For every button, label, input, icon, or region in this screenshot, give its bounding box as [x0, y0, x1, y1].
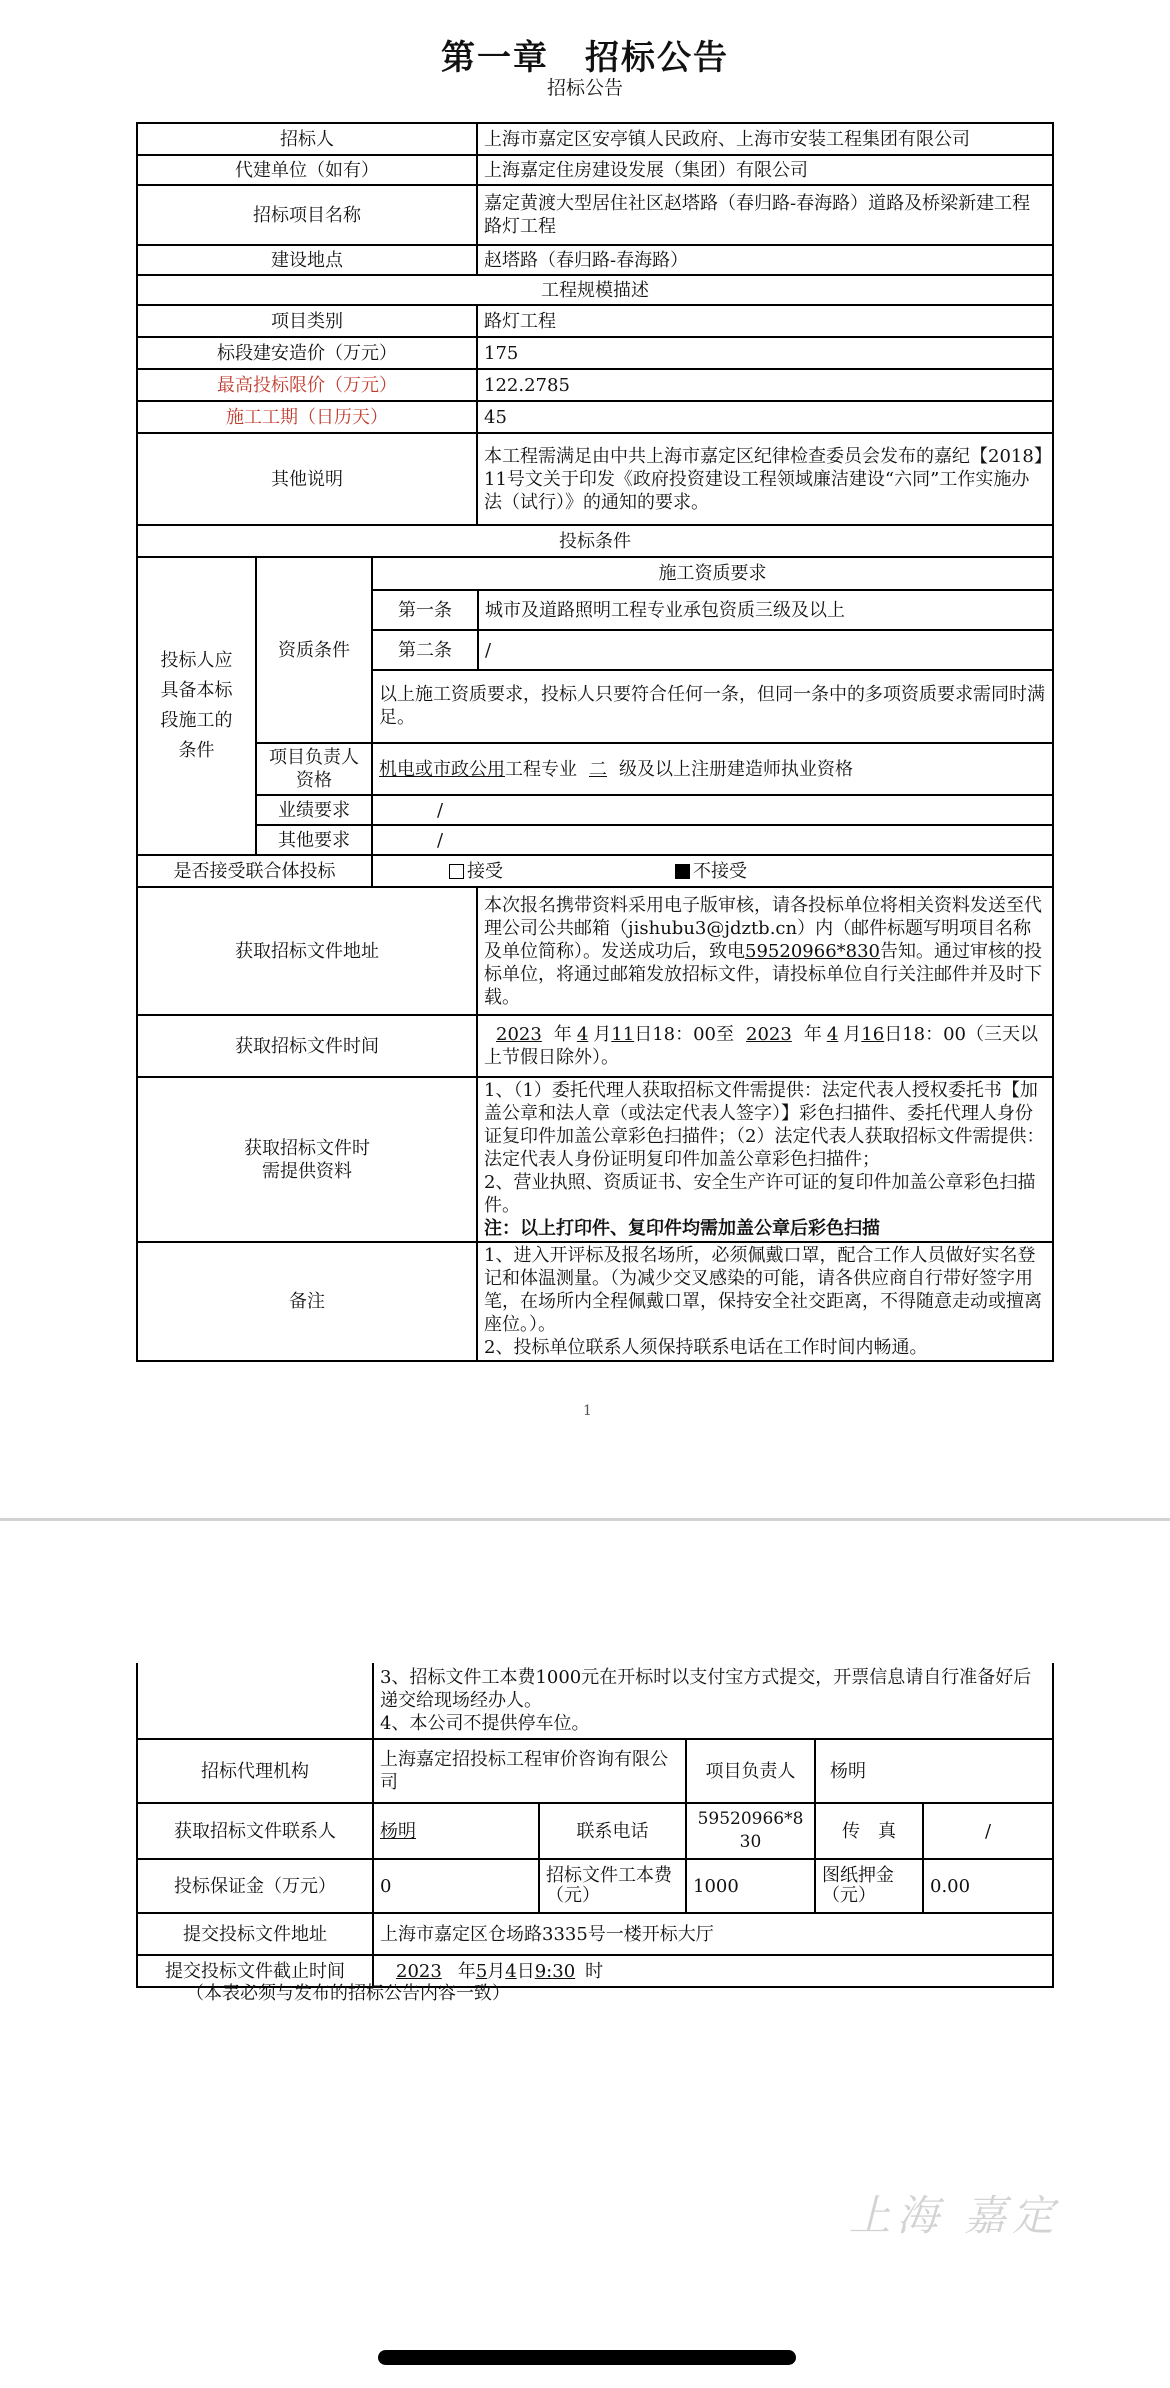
deadline-text: 月 [487, 1960, 506, 1982]
doc-materials-label [137, 1077, 477, 1242]
chapter-title: 第一章 招标公告 [441, 38, 729, 78]
doc-materials-label-line2: 需提供资料 [262, 1160, 353, 1182]
accept-checkbox[interactable] [449, 864, 464, 879]
qualification-label: 资质条件 [256, 557, 372, 743]
phone-value: 59520966*830 [686, 1803, 815, 1859]
deadline-text: 时 [585, 1960, 604, 1982]
tenderer-value: 上海市嘉定区安亭镇人民政府、上海市安装工程集团有限公司 [477, 123, 1053, 155]
phone-label: 联系电话 [539, 1803, 686, 1859]
qualification-cell [372, 557, 1053, 743]
doc-address-label: 获取招标文件地址 [137, 887, 477, 1015]
max-price-label: 最高投标限价（万元） [137, 369, 477, 401]
doc-materials-line1: 1、（1）委托代理人获取招标文件需提供：法定代表人授权委托书【加盖公章和法人章（或法定代表人签字）】彩色扫描件、委托代理人身份证复印件加盖公章彩色扫描件；（2）法定代表人获取招标文件需提供：法定代表人身份证明复印件加盖公章彩色扫描件； [484, 1080, 1045, 1170]
remarks-line2: 2、投标单位联系人须保持联系电话在工作时间内畅通。 [484, 1337, 928, 1358]
manager-specialty: 机电或市政公用 [379, 758, 505, 780]
reject-label: 不接受 [693, 860, 747, 882]
performance-value: / [372, 795, 1053, 825]
cont-label-blank [137, 1663, 373, 1739]
manager-value [372, 743, 1053, 795]
other-req-value: / [372, 825, 1053, 855]
tender-notice-table-continued [136, 1663, 1054, 1988]
consortium-options [372, 855, 1053, 887]
tender-notice-table [136, 122, 1054, 1362]
location-label: 建设地点 [137, 245, 477, 275]
deadline-label: 提交投标文件截止时间 [137, 1955, 373, 1987]
max-price-value: 122.2785 [477, 369, 1053, 401]
accept-option[interactable] [379, 860, 675, 883]
reject-option[interactable] [675, 861, 747, 882]
remarks-value [477, 1242, 1053, 1361]
doc-address-text2: 告知。通过审核的投标单位，将通过邮箱发放招标文件，请投标单位自行关注邮件并及时下载。 [484, 940, 1043, 1008]
budget-label: 标段建安造价（万元） [137, 337, 477, 369]
deposit-label: 投标保证金（万元） [137, 1859, 373, 1913]
remarks-line3: 3、招标文件工本费1000元在开标时以支付宝方式提交，开票信息请自行准备好后递交给现场经办人。 [380, 1667, 1032, 1711]
drawing-deposit-label: 图纸押金（元） [815, 1859, 923, 1913]
item2-label: 第二条 [373, 630, 478, 670]
other-req-label: 其他要求 [256, 825, 372, 855]
doc-time-end-day: 16 [861, 1024, 885, 1045]
project-name-value: 嘉定黄渡大型居住社区赵塔路（春归路-春海路）道路及桥梁新建工程路灯工程 [477, 185, 1053, 245]
budget-value: 175 [477, 337, 1053, 369]
other-notes-value: 本工程需满足由中共上海市嘉定区纪律检查委员会发布的嘉纪【2018】11号文关于印发《政府投资建设工程领域廉洁建设“六同”工作实施办法（试行）》的通知的要求。 [477, 433, 1053, 525]
doc-time-text: 月 [843, 1024, 862, 1045]
doc-time-end-year: 2023 [746, 1024, 792, 1045]
remarks-line4: 4、本公司不提供停车位。 [380, 1713, 590, 1734]
home-indicator-bar[interactable] [378, 2350, 796, 2365]
deadline-time: 9:30 [534, 1960, 576, 1982]
fax-label: 传 真 [815, 1803, 923, 1859]
fee-value: 1000 [686, 1859, 815, 1913]
page-separator [0, 1518, 1170, 1521]
doc-address-text1: 本次报名携带资料采用电子版审核，请各投标单位将相关资料发送至代理公司公共邮箱（jishubu3@jdztb.cn）内（邮件标题写明项目名称及单位简称）。发送成功后，致电 [484, 894, 1043, 962]
manager-grade: 二 [589, 758, 607, 780]
doc-time-text: 日18：00至 [634, 1024, 735, 1045]
item1-value: 城市及道路照明工程专业承包资质三级及以上 [478, 590, 1052, 630]
deadline-month: 5 [475, 1960, 488, 1982]
contact-label: 获取招标文件联系人 [137, 1803, 373, 1859]
doc-time-text: 年 [803, 1024, 822, 1045]
doc-time-start-month: 4 [576, 1024, 589, 1045]
agent-unit-value: 上海嘉定住房建设发展（集团）有限公司 [477, 155, 1053, 185]
manager-text2: 级及以上注册建造师执业资格 [619, 758, 853, 780]
deadline-day: 4 [505, 1960, 517, 1982]
doc-time-start-day: 11 [611, 1024, 635, 1045]
project-name-label: 招标项目名称 [137, 185, 477, 245]
table-footnote: （本表必须与发布的招标公告内容一致） [186, 1983, 510, 2004]
doc-time-value [477, 1015, 1053, 1077]
duration-value: 45 [477, 401, 1053, 433]
fee-label: 招标文件工本费（元） [539, 1859, 686, 1913]
doc-address-phone: 59520966*830 [745, 940, 881, 962]
remarks-line1: 1、进入开评标及报名场所，必须佩戴口罩，配合工作人员做好实名登记和体温测量。（为减少交叉感染的可能，请各供应商自行带好签字用笔，在场所内全程佩戴口罩，保持安全社交距离，不得随意走动或擅离座位。）。 [484, 1245, 1043, 1335]
other-notes-label: 其他说明 [137, 433, 477, 525]
doc-time-label: 获取招标文件时间 [137, 1015, 477, 1077]
doc-materials-line3: 注：以上打印件、复印件均需加盖公章后彩色扫描 [484, 1218, 881, 1239]
reject-checkbox[interactable] [675, 864, 690, 879]
doc-time-text: 月 [593, 1024, 612, 1045]
fax-value: / [923, 1803, 1053, 1859]
category-value: 路灯工程 [477, 305, 1053, 337]
submit-address-value: 上海市嘉定区仓场路3335号一楼开标大厅 [373, 1913, 1053, 1955]
document-page-2 [0, 1523, 1170, 2388]
qualification-inner-table [373, 558, 1052, 740]
manager-label: 项目负责人资格 [256, 743, 372, 795]
remarks-continued [373, 1663, 1053, 1739]
drawing-deposit-value: 0.00 [923, 1859, 1053, 1913]
doc-time-text: 年 [553, 1024, 572, 1045]
qualification-note: 以上施工资质要求，投标人只要符合任何一条，但同一条中的多项资质要求需同时满足。 [373, 670, 1052, 740]
doc-materials-label-line1: 获取招标文件时 [244, 1137, 371, 1159]
doc-time-text: 日18：00（三天以上节假日除外）。 [484, 1024, 1038, 1068]
location-value: 赵塔路（春归路-春海路） [477, 245, 1053, 275]
doc-time-end-month: 4 [826, 1024, 839, 1045]
item1-label: 第一条 [373, 590, 478, 630]
accept-label: 接受 [467, 860, 503, 882]
bid-conditions-header: 投标条件 [137, 525, 1053, 557]
doc-materials-line2: 2、营业执照、资质证书、安全生产许可证的复印件加盖公章彩色扫描件。 [484, 1172, 1036, 1216]
qualification-header: 施工资质要求 [373, 558, 1052, 590]
chapter-subtitle: 招标公告 [546, 77, 623, 99]
page-number: 1 [583, 1403, 592, 1419]
doc-materials-value [477, 1077, 1053, 1242]
scale-header: 工程规模描述 [137, 275, 1053, 305]
agency-label: 招标代理机构 [137, 1739, 373, 1803]
deadline-text: 年 [457, 1960, 476, 1982]
remarks-label: 备注 [137, 1242, 477, 1361]
pm-value: 杨明 [815, 1739, 1053, 1803]
contact-value: 杨明 [373, 1803, 539, 1859]
watermark-logo: 上海 嘉定 [848, 2191, 1060, 2240]
manager-text1: 工程专业 [505, 758, 577, 780]
consortium-label: 是否接受联合体投标 [137, 855, 372, 887]
deposit-value: 0 [373, 1859, 539, 1913]
duration-label: 施工工期（日历天） [137, 401, 477, 433]
pm-label: 项目负责人 [686, 1739, 815, 1803]
performance-label: 业绩要求 [256, 795, 372, 825]
item2-value: / [478, 630, 1052, 670]
agent-unit-label: 代建单位（如有） [137, 155, 477, 185]
bidder-conditions-label: 投标人应具备本标段施工的条件 [137, 557, 256, 855]
agency-value: 上海嘉定招投标工程审价咨询有限公司 [373, 1739, 686, 1803]
deadline-year: 2023 [396, 1960, 442, 1982]
tenderer-label: 招标人 [137, 123, 477, 155]
doc-time-start-year: 2023 [496, 1024, 542, 1045]
category-label: 项目类别 [137, 305, 477, 337]
doc-address-value [477, 887, 1053, 1015]
deadline-text: 日 [516, 1960, 535, 1982]
submit-address-label: 提交投标文件地址 [137, 1913, 373, 1955]
